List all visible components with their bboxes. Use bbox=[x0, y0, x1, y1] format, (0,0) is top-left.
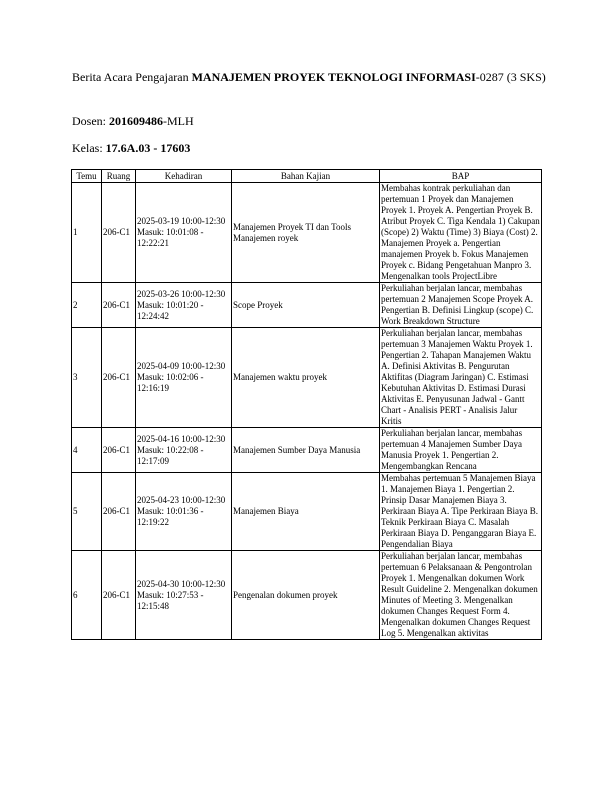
cell-ruang: 206-C1 bbox=[102, 283, 136, 328]
cell-ruang: 206-C1 bbox=[102, 328, 136, 428]
check-in-time: Masuk: 10:02:06 - 12:16:19 bbox=[137, 372, 204, 393]
schedule-time: 2025-04-30 10:00-12:30 bbox=[137, 578, 226, 589]
cell-bahan-kajian: Manajemen Sumber Daya Manusia bbox=[232, 428, 380, 473]
class-value: 17.6A.03 - 17603 bbox=[105, 141, 191, 155]
table-row bbox=[72, 473, 542, 551]
cell-ruang: 206-C1 bbox=[102, 473, 136, 551]
check-in-time: Masuk: 10:01:36 - 12:19:22 bbox=[137, 506, 204, 527]
class-label: Kelas: bbox=[72, 141, 106, 155]
title-prefix: Berita Acara Pengajaran bbox=[72, 70, 192, 84]
check-in-time: Masuk: 10:22:08 - 12:17:09 bbox=[137, 444, 204, 466]
cell-temu: 5 bbox=[72, 473, 102, 551]
lecturer-label: Dosen: bbox=[72, 114, 109, 128]
column-header-kehadiran: Kehadiran bbox=[136, 170, 232, 183]
cell-temu: 1 bbox=[72, 183, 102, 283]
schedule-time: 2025-03-19 10:00-12:30 bbox=[137, 216, 226, 226]
lecturer-line bbox=[72, 114, 194, 129]
column-header-bahan-kajian: Bahan Kajian bbox=[232, 170, 380, 183]
schedule-time: 2025-04-09 10:00-12:30 bbox=[137, 361, 226, 371]
cell-bahan-kajian: Pengenalan dokumen proyek bbox=[232, 551, 380, 640]
course-suffix: -0287 (3 SKS) bbox=[475, 70, 546, 84]
cell-temu: 6 bbox=[72, 551, 102, 640]
table-row bbox=[72, 428, 542, 473]
column-header-ruang: Ruang bbox=[102, 170, 136, 183]
cell-temu: 3 bbox=[72, 328, 102, 428]
cell-bap: Perkuliahan berjalan lancar, membahas pertemuan 3 Manajemen Waktu Proyek 1. Pengertian 2. Tahapan Manajemen Waktu A. Definisi Aktivitas B. Pengurutan Aktifitas (Diagram Jaringan) C. Estimasi Kebutuhan Aktivitas D. Estimasi Durasi Aktivitas E. Penyusunan Jadwal - Gantt Chart - Analisis PERT - Analisis Jalur Kritis bbox=[380, 328, 542, 428]
cell-temu: 2 bbox=[72, 283, 102, 328]
cell-bap: Perkuliahan berjalan lancar, membahas pertemuan 4 Manajemen Sumber Daya Manusia Proyek 1. Pengertian 2. Mengembangkan Rencana bbox=[380, 428, 542, 473]
cell-temu: 4 bbox=[72, 428, 102, 473]
schedule-time: 2025-03-26 10:00-12:30 bbox=[137, 288, 226, 299]
column-header-temu: Temu bbox=[72, 170, 102, 183]
cell-bahan-kajian: Manajemen Biaya bbox=[232, 473, 380, 551]
table-row bbox=[72, 283, 542, 328]
course-name: MANAJEMEN PROYEK TEKNOLOGI INFORMASI bbox=[191, 70, 476, 84]
cell-bap: Perkuliahan berjalan lancar, membahas pertemuan 2 Manajemen Scope Proyek A. Pengertian B. Definisi Lingkup (scope) C. Work Breakdown Structure bbox=[380, 283, 542, 328]
lecturer-suffix: -MLH bbox=[163, 114, 194, 128]
table-body bbox=[72, 183, 542, 640]
cell-bahan-kajian: Scope Proyek bbox=[232, 283, 380, 328]
lecturer-id: 201609486 bbox=[109, 114, 163, 128]
class-line bbox=[72, 141, 190, 156]
schedule-time: 2025-04-16 10:00-12:30 bbox=[137, 433, 226, 444]
table-header-row bbox=[72, 170, 542, 183]
table-row bbox=[72, 328, 542, 428]
cell-kehadiran bbox=[136, 328, 232, 428]
cell-bap: Membahas kontrak perkuliahan dan pertemuan 1 Proyek dan Manajemen Proyek 1. Proyek A. Pengertian Proyek B. Atribut Proyek C. Tiga Kendala 1) Cakupan (Scope) 2) Waktu (Time) 3) Biaya (Cost) 2. Manajemen Proyek a. Pengertian manajemen Proyek b. Fokus Manajemen Proyek c. Bidang Pengetahuan Manpro 3. Mengenalkan tools ProjectLibre bbox=[381, 183, 540, 281]
table-row bbox=[72, 183, 542, 283]
cell-kehadiran bbox=[136, 551, 232, 640]
column-header-bap: BAP bbox=[380, 170, 542, 183]
check-in-time: Masuk: 10:01:20 - 12:24:42 bbox=[137, 299, 204, 321]
cell-bahan-kajian: Manajemen Proyek TI dan Tools Manajemen royek bbox=[232, 183, 380, 283]
cell-kehadiran bbox=[136, 183, 232, 283]
cell-bap: Membahas pertemuan 5 Manajemen Biaya 1. Manajemen Biaya 1. Pengertian 2. Prinsip Dasar Manajemen Biaya 3. Perkiraan Biaya A. Tipe Perkiraan Biaya B. Teknik Perkiraan Biaya C. Masalah Perkiraan Biaya D. Penganggaran Biaya E. Pengendalian Biaya bbox=[380, 473, 542, 551]
cell-bap: Perkuliahan berjalan lancar, membahas pertemuan 6 Pelaksanaan & Pengontrolan Proyek 1. Mengenalkan dokumen Work Result Guideline 2. Mengenalkan dokumen Minutes of Meeting 3. Mengenalkan dokumen Changes Request Form 4. Mengenalkan dokumen Changes Request Log 5. Mengenalkan aktivitas bbox=[380, 551, 542, 640]
check-in-time: Masuk: 10:01:08 - 12:22:21 bbox=[137, 227, 204, 248]
check-in-time: Masuk: 10:27:53 - 12:15:48 bbox=[137, 589, 204, 611]
cell-bahan-kajian: Manajemen waktu proyek bbox=[232, 328, 380, 428]
document-title bbox=[72, 70, 552, 85]
cell-kehadiran bbox=[136, 283, 232, 328]
schedule-time: 2025-04-23 10:00-12:30 bbox=[137, 495, 226, 505]
attendance-table bbox=[71, 169, 542, 640]
cell-kehadiran bbox=[136, 428, 232, 473]
cell-ruang: 206-C1 bbox=[102, 551, 136, 640]
cell-ruang: 206-C1 bbox=[102, 183, 136, 283]
cell-kehadiran bbox=[136, 473, 232, 551]
cell-ruang: 206-C1 bbox=[102, 428, 136, 473]
table-row bbox=[72, 551, 542, 640]
